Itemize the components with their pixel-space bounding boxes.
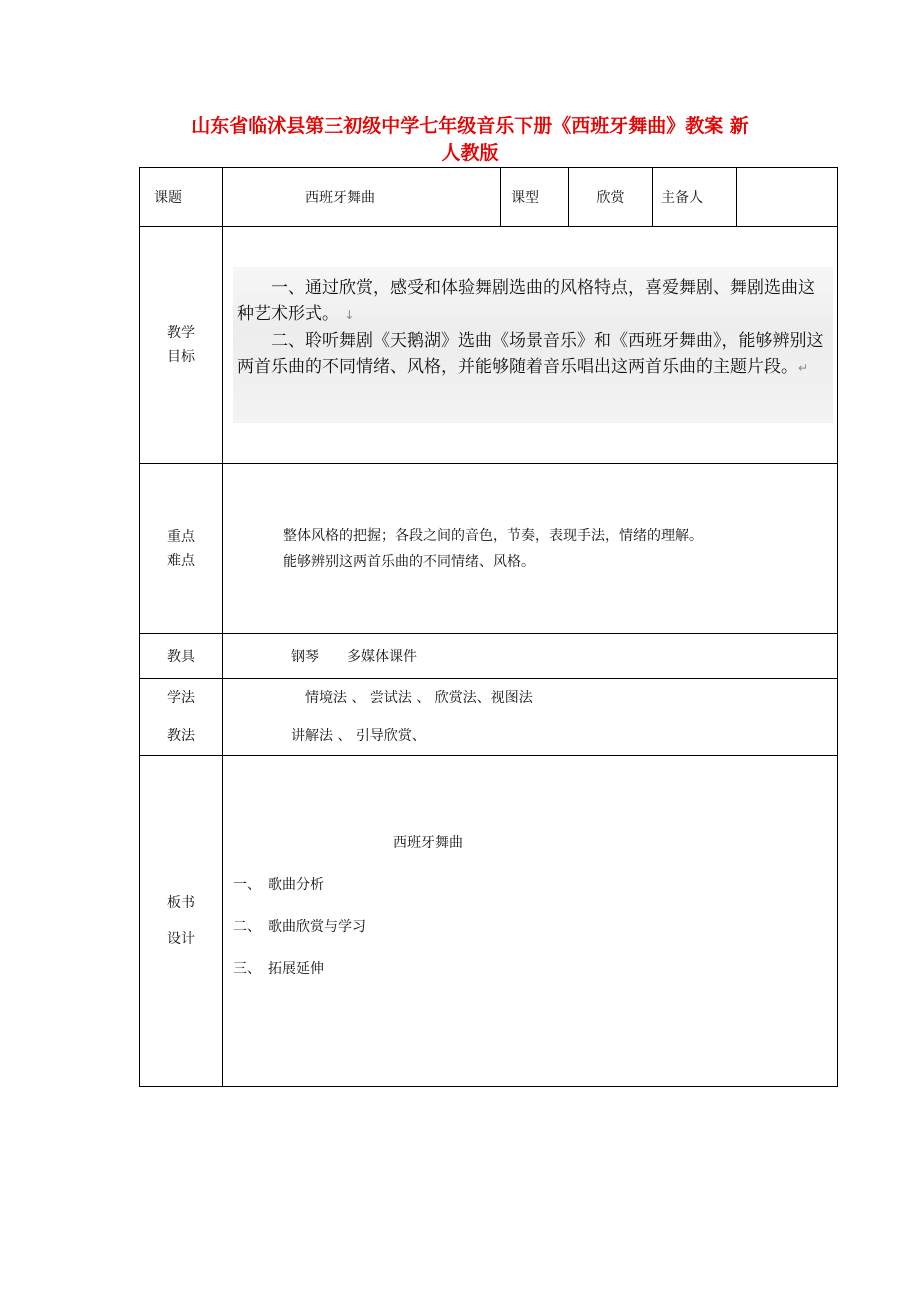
paragraph-mark: ↵ [798,361,809,375]
document-title-line2: 人教版 [441,142,499,164]
board-item-2: 二、 歌曲欣赏与学习 [233,919,366,935]
objective-item-1: 一、通过欣赏，感受和体验舞剧选曲的风格特点，喜爱舞剧、舞剧选曲这种艺术形式。 ↓ [237,278,815,324]
objectives-text [237,275,831,381]
methods-content [223,679,838,756]
objectives-label [140,227,223,464]
board-label-2: 设计 [167,931,195,947]
preparer-label: 主备人 [653,168,737,227]
methods-label-1: 学法 [167,690,195,706]
study-methods: 情境法 、 尝试法 、 欣赏法、视图法 [305,690,533,706]
paragraph-mark: ↓ [344,308,355,322]
key-points-label-1: 重点 [167,528,195,545]
topic-label: 课题 [140,168,223,227]
board-title: 西班牙舞曲 [393,835,463,851]
objectives-label-1: 教学 [167,325,195,341]
objectives-row [140,227,838,464]
preparer-value [737,168,838,227]
board-row [140,756,838,1087]
objective-item-2: 二、聆听舞剧《天鹅湖》选曲《场景音乐》和《西班牙舞曲》，能够辨别这两首乐曲的不同情绪、风格，并能够随着音乐唱出这两首乐曲的主题片段。↵ [237,331,824,377]
key-points-row [140,464,838,634]
methods-label-2: 教法 [167,728,195,744]
key-points-label-2: 难点 [167,552,195,569]
lesson-plan-table [139,167,838,1087]
header-row [140,168,838,227]
board-cell [223,756,838,1087]
board-item-3: 三、 拓展延伸 [233,961,324,977]
objectives-content [223,227,837,463]
objectives-label-2: 目标 [167,349,195,365]
document-title-line1: 山东省临沭县第三初级中学七年级音乐下册《西班牙舞曲》教案 新 [191,115,749,137]
type-value: 欣赏 [569,168,653,227]
tools-row [140,634,838,679]
tools-label: 教具 [140,634,223,679]
key-points-label [140,464,223,634]
topic-value: 西班牙舞曲 [223,168,501,227]
objectives-cell [223,227,838,464]
type-label: 课型 [501,168,569,227]
key-point-line-1: 整体风格的把握；各段之间的音色，节奏，表现手法，情绪的理解。 [283,527,703,544]
methods-label [140,679,223,756]
board-content [223,756,837,1086]
board-label [140,756,223,1087]
methods-row [140,679,838,756]
key-points-content [223,464,838,634]
teaching-methods: 讲解法 、 引导欣赏、 [291,728,426,744]
board-label-1: 板书 [167,895,195,911]
tools-value: 钢琴 多媒体课件 [223,634,838,679]
board-item-1: 一、 歌曲分析 [233,877,324,893]
key-point-line-2: 能够辨别这两首乐曲的不同情绪、风格。 [283,553,535,570]
